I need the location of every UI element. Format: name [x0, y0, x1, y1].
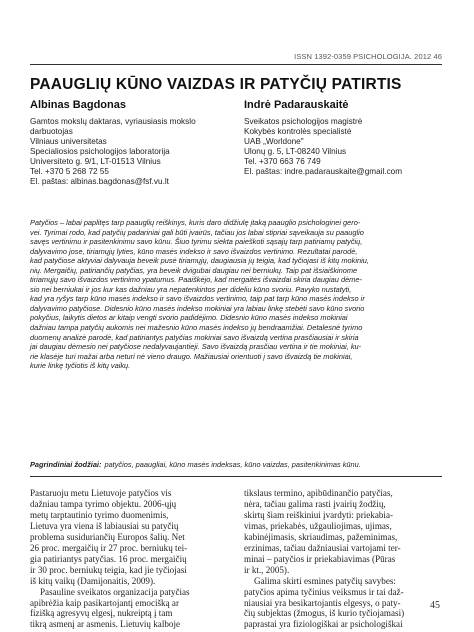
keywords-text: patyčios, paaugliai, kūno masės indeksas, kūno vaizdas, pasitenkinimas kūnu. [104, 460, 361, 469]
abstract-line: dalyvavimo patyčiose. Didesnio kūno masės indekso mokiniai yra labiau linkę stebėti savo kūno svorio [30, 303, 365, 313]
abstract-line: savęs vertinimu ir pasitenkinimu savo kūnu. Šiuo tyrimu siekta paieškoti sąsajų tarp patiriamų patyčių, [30, 237, 363, 247]
body-line: gia patiriantys patyčias. 16 proc. mergaičių [30, 553, 187, 564]
body-line: paprastai yra fiziologiškai ar psichologiškai [244, 619, 403, 630]
abstract-line: kad patyčiose aktyviai dalyvauja beveik pusė tiriamųjų, daugiausia jų teigia, kad tyčiojasi iš kitų mokiniu, [30, 256, 369, 266]
author-affiliation [244, 117, 444, 177]
abstract-line: kad yra ryšys tarp kūno masės indekso ir savo išvaizdos vertinimo, taip pat tarp kūno masės indekso ir [30, 294, 365, 304]
page-number: 45 [430, 600, 440, 611]
body-line: 26 proc. mergaičių ir 27 proc. berniukų tei- [30, 542, 188, 553]
affiliation-line: Ulonų g. 5, LT-08240 Vilnius [244, 147, 347, 156]
affiliation-line: darbuotojas [30, 127, 73, 136]
body-column-left [30, 488, 230, 630]
body-line: patyčios apima tyčinius veiksmus ir tai daž- [244, 586, 404, 597]
abstract-line: rie klasėje turi mažai arba neturi nė vieno draugo. Mažiausiai orientuoti į savo išvaizdą tie mokiniai, [30, 351, 353, 361]
body-line: metų tarptautinio tyrimo duomenimis, [30, 509, 169, 520]
keywords [30, 460, 442, 469]
body-line: Galima skirti esmines patyčių savybes: [254, 575, 396, 586]
affiliation-line: Tel. +370 5 268 72 55 [30, 167, 109, 176]
body-line: erzinimas, tačiau dažniausiai vartojami ter- [244, 542, 401, 553]
affiliation-line: Kokybės kontrolės specialistė [244, 127, 352, 136]
affiliation-line: Universiteto g. 9/1, LT-01513 Vilnius [30, 157, 161, 166]
body-line: iš kitų vaikų (Damijonaitis, 2009). [30, 575, 156, 586]
abstract-line: dažniau tampa patyčių aukomis nei mažesnio kūno masės indekso jų bendraamžiai. Detalesnė tyrimo [30, 323, 363, 333]
author-email: El. paštas: indre.padarauskaite@gmail.com [244, 167, 403, 176]
body-line: Lietuva yra viena iš labiausiai su patyčių [30, 520, 179, 531]
author-name: Indrė Padarauskaitė [244, 99, 349, 111]
journal-header: ISSN 1392-0359 PSICHOLOGIJA. 2012 46 [294, 52, 442, 61]
author-block-2 [244, 99, 444, 177]
keywords-label: Pagrindiniai žodžiai: [30, 460, 102, 469]
affiliation-line: Sveikatos psichologijos magistrė [244, 117, 363, 126]
body-line: tikslaus termino, apibūdinančio patyčias, [244, 488, 393, 498]
body-line: apibrėžia kaip pasikartojantį emocišką ar [30, 597, 179, 608]
abstract [30, 218, 442, 371]
body-line: tikrą asmenį ar asmenis. Lietuvių kalboje [30, 619, 181, 630]
section-rule [30, 476, 442, 477]
abstract-line: tiriamųjų savo išvaizdos vertinimo ypatumus. Paaiškėjo, kad mergaitės išvaizdai skiria daugiau dėme- [30, 275, 362, 285]
abstract-line: duomenų analizė parodė, kad patiriantys patyčias mokiniai savo išvaizdą vertina prasčiausiai ir skiria [30, 332, 359, 342]
article-title: PAAUGLIŲ KŪNO VAIZDAS IR PATYČIŲ PATIRTIS [30, 76, 402, 93]
affiliation-line: Specialiosios psichologijos laboratorija [30, 147, 170, 156]
affiliation-line: Gamtos mokslų daktaras, vyriausiasis mokslo [30, 117, 196, 126]
affiliation-line: UAB „Worldone" [244, 137, 304, 146]
abstract-line: sio nei berniukai ir jos kur kas dažniau yra nepatenkintos per dideliu kūno svoriu. Pavyko nustatyti, [30, 284, 352, 294]
body-line: minai – patyčios ir priekabiavimas (Pūras [244, 553, 396, 564]
abstract-line: vei. Tyrimai rodo, kad patyčių padariniai gali būti įvairūs, tačiau jos labai stipriai sąveikauja su paauglio [30, 227, 364, 237]
affiliation-line: Tel. +370 663 76 749 [244, 157, 321, 166]
abstract-line: jai daugiau dėmesio nei patyčiose nedalyvaujantieji. Savo išvaizdą prasčiau vertina ir tie mokiniai, ku- [30, 342, 362, 352]
body-line: vimas, priekabės, užgauliojimas, ujimas, [244, 520, 392, 531]
author-email: El. paštas: albinas.bagdonas@fsf.vu.lt [30, 177, 169, 186]
body-line: dažniau tampa tyrimo objektu. 2006-ųjų [30, 498, 177, 509]
affiliation-line: Vilniaus universitetas [30, 137, 107, 146]
body-line: nėra, tačiau galima rasti įvairių žodžių, [244, 498, 386, 509]
body-line: skirtų šiam reiškiniui įvardyti: priekabia- [244, 509, 394, 520]
body-line: niausiai yra besikartojantis elgesys, o paty- [244, 597, 401, 608]
body-line: ir 30 proc. berniukų teigia, kad jie tyčiojasi [30, 564, 187, 575]
body-column-right [244, 488, 444, 630]
author-block-1 [30, 99, 230, 187]
abstract-line: kurie linkę tyčiotis iš kitų vaikų. [30, 361, 131, 371]
body-line: ir kt., 2005). [244, 564, 290, 575]
abstract-line: nių. Mergaičių, patiriančių patyčias, yra beveik dvigubai daugiau nei berniukų. Taip pat išsiaiškinome [30, 265, 358, 275]
author-affiliation [30, 117, 230, 187]
abstract-line: Patyčios – labai paplitęs tarp paauglių reiškinys, kuris daro didžiulę įtaką paauglio psichologinei gero- [30, 218, 361, 227]
body-line: kabinėjimasis, skriaudimas, pažeminimas, [244, 531, 398, 542]
body-line: fizišką agresyvų elgesį, nukreiptą į tam [30, 608, 173, 619]
body-line: Pasauline sveikatos organizacija patyčias [40, 586, 190, 597]
body-line: čių subjektas (žmogus, iš kurio tyčiojamasi) [244, 608, 405, 619]
abstract-line: pokyčius, laikytis dietos ar kitaip vengti svorio padidėjimo. Didesnio kūno masės indekso mokiniai [30, 313, 348, 323]
abstract-line: dalyvavimo jose, tiriamųjų lyties, kūno masės indekso ir savo išvaizdos vertinimo. Rezultatai parodė, [30, 246, 358, 256]
author-name: Albinas Bagdonas [30, 99, 126, 111]
body-line: Pastaruoju metu Lietuvoje patyčios vis [30, 488, 172, 498]
body-line: problema susiduriančių Europos šalių. Net [30, 531, 185, 542]
header-rule [30, 64, 442, 65]
